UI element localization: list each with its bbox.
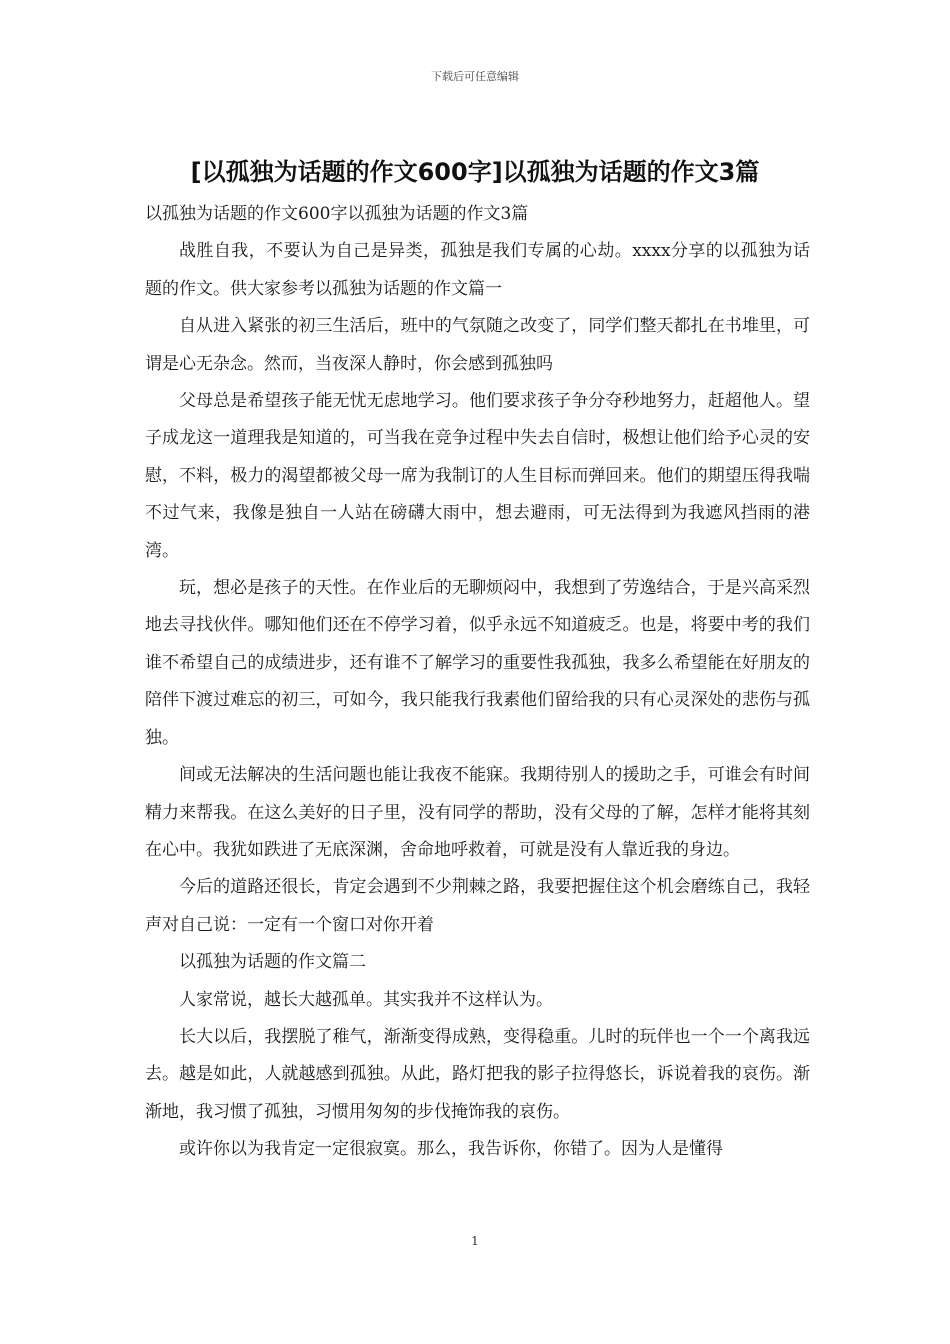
paragraph: 玩，想必是孩子的天性。在作业后的无聊烦闷中，我想到了劳逸结合，于是兴高采烈地去寻找伙伴。哪知他们还在不停学习着，似乎永远不知道疲乏。也是，将要中考的我们谁不希望自己的成绩进步，还有谁不了解学习的重要性我孤独，我多么希望能在好朋友的陪伴下渡过难忘的初三，可如今，我只能我行我素他们留给我的只有心灵深处的悲伤与孤独。 bbox=[145, 578, 810, 748]
paragraph: 父母总是希望孩子能无忧无虑地学习。他们要求孩子争分夺秒地努力，赶超他人。望子成龙这一道理我是知道的，可当我在竞争过程中失去自信时，极想让他们给予心灵的安慰，不料，极力的渴望都被父母一席为我制订的人生目标而弹回来。他们的期望压得我喘不过气来，我像是独自一人站在磅礴大雨中，想去避雨，可无法得到为我遮风挡雨的港湾。 bbox=[145, 391, 810, 561]
paragraph: 间或无法解决的生活问题也能让我夜不能寐。我期待别人的援助之手，可谁会有时间精力来帮我。在这么美好的日子里，没有同学的帮助，没有父母的了解，怎样才能将其刻在心中。我犹如跌进了无底深渊，舍命地呼救着，可就是没有人靠近我的身边。 bbox=[145, 765, 810, 860]
paragraph-subtitle: 以孤独为话题的作文600字以孤独为话题的作文3篇 bbox=[145, 204, 529, 224]
paragraph: 长大以后，我摆脱了稚气，渐渐变得成熟，变得稳重。儿时的玩伴也一个一个离我远去。越是如此，人就越感到孤独。从此，路灯把我的影子拉得悠长，诉说着我的哀伤。渐渐地，我习惯了孤独，习惯用匆匆的步伐掩饰我的哀伤。 bbox=[145, 1026, 810, 1122]
paragraph: 或许你以为我肯定一定很寂寞。那么，我告诉你，你错了。因为人是懂得 bbox=[179, 1139, 723, 1160]
page-header-note: 下载后可任意编辑 bbox=[431, 70, 519, 83]
document-body bbox=[145, 196, 810, 1169]
paragraph: 自从进入紧张的初三生活后，班中的气氛随之改变了，同学们整天都扎在书堆里，可谓是心无杂念。然而，当夜深人静时，你会感到孤独吗 bbox=[145, 316, 810, 374]
paragraph: 人家常说，越长大越孤单。其实我并不这样认为。 bbox=[179, 989, 553, 1010]
document-title: [以孤独为话题的作文600字]以孤独为话题的作文3篇 bbox=[190, 158, 760, 186]
paragraph: 战胜自我，不要认为自己是异类，孤独是我们专属的心劫。xxxx分享的以孤独为话题的作文。供大家参考以孤独为话题的作文篇一 bbox=[145, 241, 810, 299]
page-number: 1 bbox=[471, 1234, 479, 1248]
paragraph: 今后的道路还很长，肯定会遇到不少荆棘之路，我要把握住这个机会磨练自己，我轻声对自己说：一定有一个窗口对你开着 bbox=[145, 877, 810, 935]
section-heading: 以孤独为话题的作文篇二 bbox=[179, 952, 366, 973]
